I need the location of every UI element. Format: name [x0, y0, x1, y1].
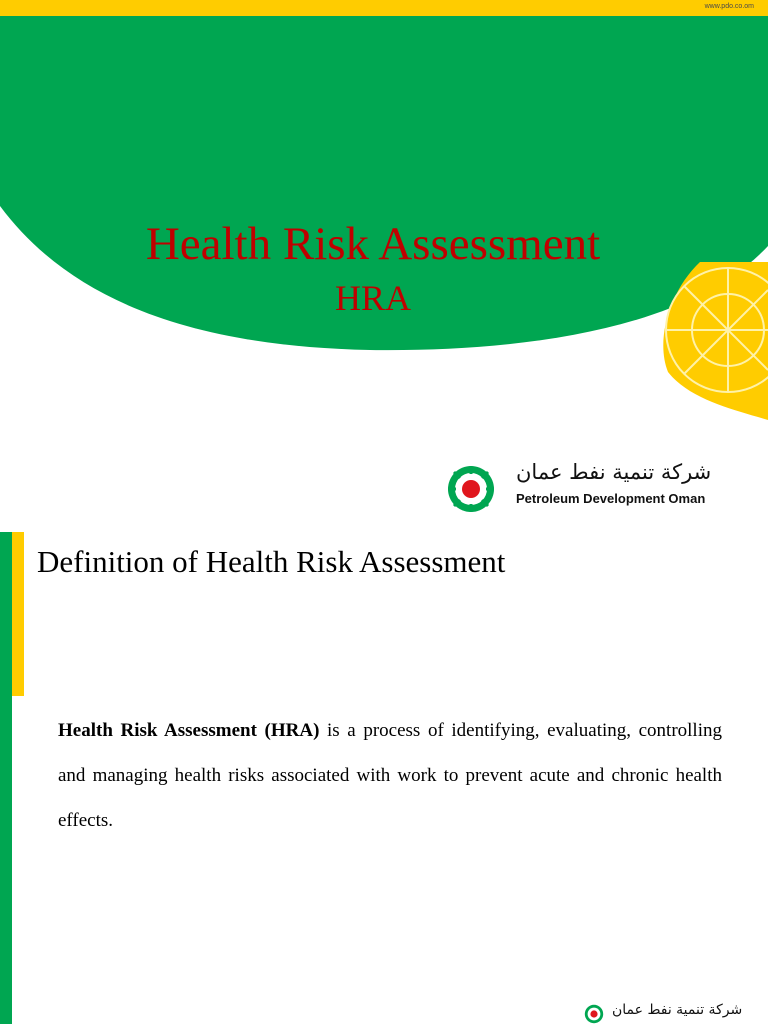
definition-term: Health Risk Assessment (HRA): [58, 720, 320, 741]
pdo-logo: [446, 460, 746, 514]
definition-slide: [0, 532, 768, 1024]
website-url: www.pdo.co.om: [704, 3, 754, 10]
left-accent-bar-green: [0, 532, 12, 1024]
logo-english-text: Petroleum Development Oman: [516, 491, 706, 506]
slide-heading: Definition of Health Risk Assessment: [37, 544, 506, 579]
definition-paragraph: [58, 708, 722, 843]
pdo-logo-icon: [446, 464, 496, 514]
pdo-logo-icon: [584, 1004, 604, 1024]
definition-body: is a process of identifying, evaluating, controlling and managing health risks associated with work to prevent acute and chronic health effects.: [58, 720, 722, 831]
footer-arabic-text: شركة تنمية نفط عمان: [612, 1002, 743, 1018]
slide-subtitle: HRA: [334, 278, 411, 318]
footer-logo: [584, 1002, 754, 1024]
left-accent-bar-yellow: [12, 532, 24, 696]
slide-title: Health Risk Assessment: [145, 218, 601, 270]
logo-arabic-text: شركة تنمية نفط عمان: [516, 460, 712, 484]
